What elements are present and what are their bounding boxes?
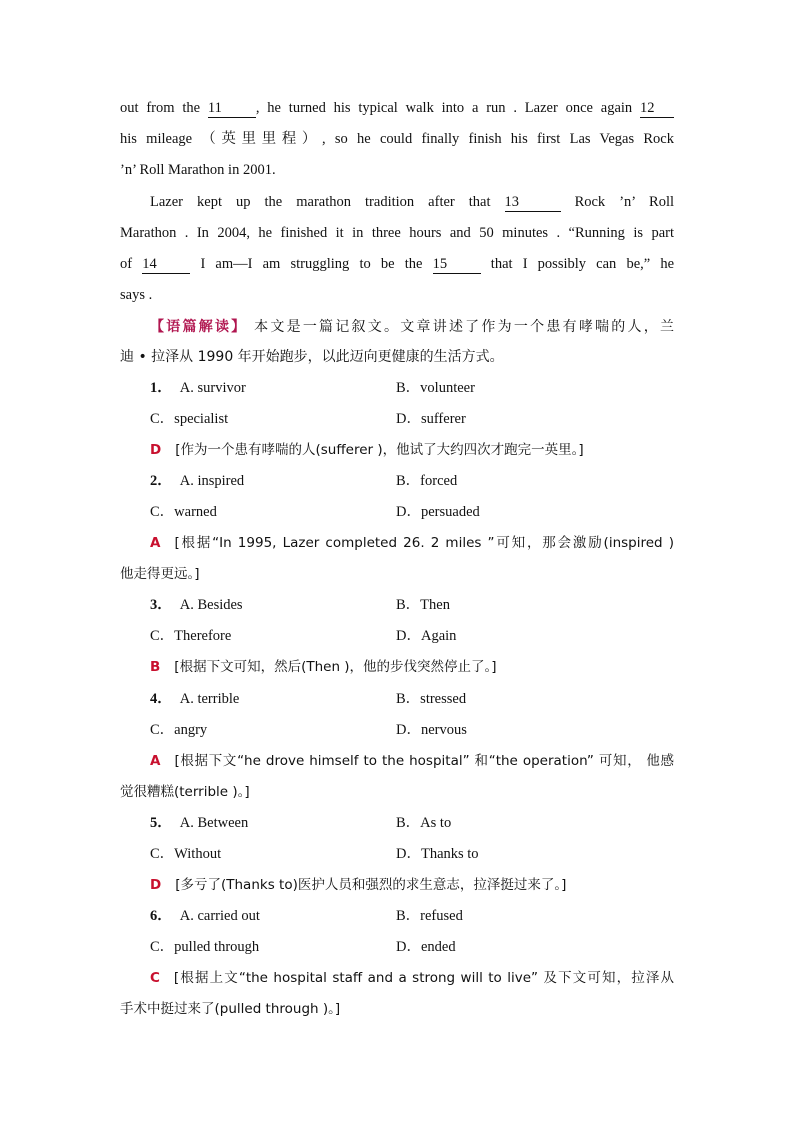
passage-text: of [120, 256, 133, 272]
option-a [150, 469, 244, 493]
explanation-text: [作为一个患有哮喘的人(sufferer )，他试了大约四次才跑完一英里。] [175, 442, 584, 458]
summary-line [150, 315, 674, 339]
answer-letter: A [150, 535, 161, 551]
question-number: 6． [150, 908, 172, 924]
option-b: B．refused [396, 908, 463, 924]
question-number: 1． [150, 380, 172, 396]
option-b: B．stressed [396, 691, 467, 707]
passage-text: Lazer kept up the marathon tradition after that [150, 194, 491, 210]
option-a-text: A. Besides [179, 597, 243, 613]
option-d: D．ended [396, 939, 456, 955]
explanation-text: [根据下文“he drove himself to the hospital” 和“the operation” 可知， 他感 [174, 753, 674, 769]
option-b: B．volunteer [396, 380, 475, 396]
option-d: D．Again [396, 628, 457, 644]
option-b: B．forced [396, 473, 458, 489]
explanation-text: [根据下文可知，然后(Then )，他的步伐突然停止了。] [174, 659, 497, 675]
option-c: C．pulled through [150, 939, 260, 955]
option-c: C．Without [150, 846, 222, 862]
summary-text: 本文是一篇记叙文。文章讲述了作为一个患有哮喘的人，兰 [254, 319, 675, 335]
option-a-text: A. terrible [179, 691, 240, 707]
passage-line [120, 252, 674, 276]
answer-line [150, 873, 674, 897]
passage-text: I am—I am struggling to be the [200, 256, 423, 272]
option-a [150, 376, 246, 400]
answer-line [150, 438, 674, 462]
option-a [150, 687, 239, 711]
passage-text: , he turned his typical walk into a run . Lazer once again [255, 100, 633, 116]
answer-letter: A [150, 753, 161, 769]
question-number: 4． [150, 691, 172, 707]
option-a [150, 904, 260, 928]
option-c: C．Therefore [150, 628, 232, 644]
question-number: 3． [150, 597, 172, 613]
answer-letter: D [150, 877, 162, 893]
explanation-text: [多亏了(Thanks to)医护人员和强烈的求生意志，拉泽挺过来了。] [175, 877, 567, 893]
option-c: C．angry [150, 722, 208, 738]
explanation-continued: 觉很糟糕(terrible )。] [120, 784, 250, 800]
option-a-text: A. carried out [179, 908, 260, 924]
passage-text: that I possibly can be,” he [490, 256, 675, 272]
answer-letter: C [150, 970, 160, 986]
option-d: D．persuaded [396, 504, 480, 520]
option-b: B．Then [396, 597, 450, 613]
option-a-text: A. survivor [179, 380, 246, 396]
summary-tag: 【语篇解读】 [150, 319, 248, 335]
option-a-text: A. Between [179, 815, 249, 831]
option-b: B．As to [396, 815, 452, 831]
option-c: C．specialist [150, 411, 229, 427]
explanation-text: [根据上文“the hospital staff and a strong will to live” 及下文可知，拉泽从 [173, 970, 674, 986]
option-d: D．nervous [396, 722, 467, 738]
option-d: D．sufferer [396, 411, 466, 427]
option-c: C．warned [150, 504, 217, 520]
passage-line [120, 96, 674, 120]
option-d: D．Thanks to [396, 846, 479, 862]
passage-line: Marathon . In 2004, he finished it in three hours and 50 minutes . “Running is part [120, 225, 674, 241]
answer-line [150, 531, 674, 555]
option-a [150, 593, 243, 617]
blank-11: 11 [208, 99, 256, 118]
explanation-continued: 手术中挺过来了(pulled through )。] [120, 1001, 341, 1017]
passage-line: his mileage （英里里程）, so he could finally finish his first Las Vegas Rock [120, 131, 674, 147]
explanation-continued: 他走得更远。] [120, 566, 200, 582]
answer-line [150, 749, 674, 773]
blank-12: 12 [640, 99, 674, 118]
explanation-text: [根据“In 1995, Lazer completed 26. 2 miles ”可知，那会激励(inspired ) [174, 535, 674, 551]
passage-line [150, 190, 674, 214]
answer-letter: B [150, 659, 161, 675]
question-number: 2． [150, 473, 172, 489]
passage-text: out from the [120, 100, 201, 116]
blank-15: 15 [433, 255, 481, 274]
passage-line: ’n’ Roll Marathon in 2001. [120, 162, 276, 178]
question-number: 5． [150, 815, 172, 831]
option-a-text: A. inspired [179, 473, 245, 489]
blank-14: 14 [142, 255, 190, 274]
passage-line: says . [120, 287, 153, 303]
answer-line [150, 655, 674, 679]
answer-letter: D [150, 442, 162, 458]
answer-line [150, 966, 674, 990]
passage-text: Rock ’n’ Roll [574, 194, 675, 210]
summary-line: 迪 • 拉泽从 1990 年开始跑步，以此迈向更健康的生活方式。 [120, 349, 504, 365]
option-a [150, 811, 248, 835]
blank-13: 13 [505, 193, 561, 212]
